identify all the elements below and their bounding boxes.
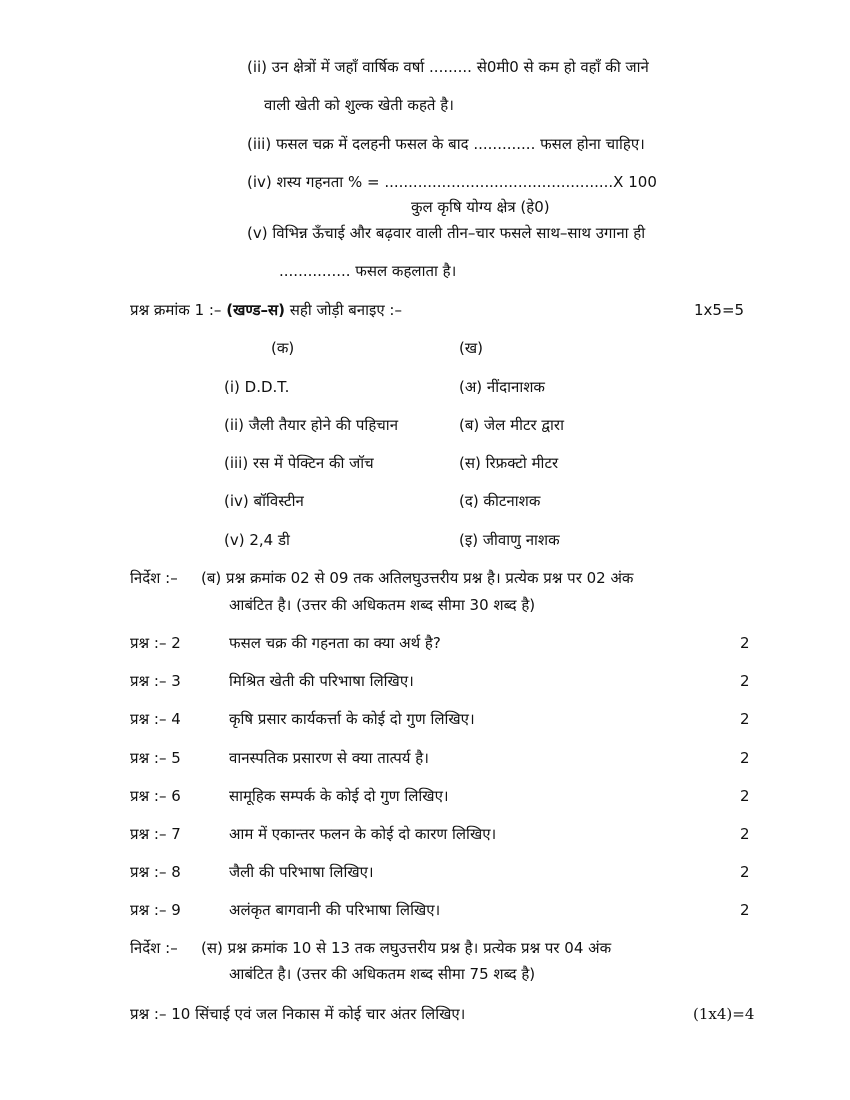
q1-section: (खण्ड–स)	[226, 301, 285, 319]
question-label: प्रश्न :– 3	[130, 672, 181, 690]
question-label: प्रश्न :– 9	[130, 901, 181, 919]
match-right-item: (द) कीटनाशक	[459, 492, 541, 510]
instruction-b-line2: आबंटित है। (उत्तर की अधिकतम शब्द सीमा 30 शब्द है)	[229, 596, 536, 614]
instruction-c-line2: आबंटित है। (उत्तर की अधिकतम शब्द सीमा 75 शब्द है)	[229, 965, 536, 983]
blank-item-iii: (iii) फसल चक्र में दलहनी फसल के बाद ............. फसल होना चाहिए।	[247, 135, 645, 153]
question-text: आम में एकान्तर फलन के कोई दो कारण लिखिए।	[229, 825, 497, 843]
question-text: फसल चक्र की गहनता का क्या अर्थ है?	[229, 634, 441, 652]
match-left-item: (i) D.D.T.	[224, 378, 290, 396]
question-text: कृषि प्रसार कार्यकर्त्ता के कोई दो गुण लिखिए।	[229, 710, 475, 728]
q1-marks: 1x5=5	[694, 301, 745, 319]
question-marks: 2	[740, 825, 750, 843]
match-left-item: (iv) बॉविस्टीन	[224, 492, 304, 510]
question-text: जैली की परिभाषा लिखिए।	[229, 863, 374, 881]
q10-text: प्रश्न :– 10 सिंचाई एवं जल निकास में कोई चार अंतर लिखिए।	[130, 1005, 466, 1023]
question-label: प्रश्न :– 4	[130, 710, 181, 728]
match-right-item: (इ) जीवाणु नाशक	[459, 531, 560, 549]
question-text: वानस्पतिक प्रसारण से क्या तात्पर्य है।	[229, 749, 429, 767]
instruction-b-line1: (ब) प्रश्न क्रमांक 02 से 09 तक अतिलघुउत्तरीय प्रश्न है। प्रत्येक प्रश्न पर 02 अंक	[201, 569, 634, 587]
question-text: अलंकृत बागवानी की परिभाषा लिखिए।	[229, 901, 441, 919]
match-col-a-header: (क)	[271, 339, 295, 357]
question-text: सामूहिक सम्पर्क के कोई दो गुण लिखिए।	[229, 787, 449, 805]
match-col-b-header: (ख)	[459, 339, 483, 357]
blank-item-iv-denominator: कुल कृषि योग्य क्षेत्र (हे0)	[411, 198, 550, 216]
question-marks: 2	[740, 710, 750, 728]
question-marks: 2	[740, 749, 750, 767]
instruction-c-line1: (स) प्रश्न क्रमांक 10 से 13 तक लघुउत्तरीय प्रश्न है। प्रत्येक प्रश्न पर 04 अंक	[201, 939, 612, 957]
question-marks: 2	[740, 863, 750, 881]
blank-item-ii-line2: वाली खेती को शुल्क खेती कहते है।	[264, 96, 454, 114]
q10-marks: (1x4)=4	[693, 1005, 755, 1023]
match-left-item: (iii) रस में पेक्टिन की जॉच	[224, 454, 374, 472]
match-right-item: (स) रिफ्रक्टो मीटर	[459, 454, 559, 472]
question-label: प्रश्न :– 6	[130, 787, 181, 805]
question-label: प्रश्न :– 7	[130, 825, 181, 843]
question-marks: 2	[740, 787, 750, 805]
instruction-b-label: निर्देश :–	[130, 569, 178, 587]
question-label: प्रश्न :– 2	[130, 634, 181, 652]
match-right-item: (ब) जेल मीटर द्वारा	[459, 416, 564, 434]
question-marks: 2	[740, 672, 750, 690]
blank-item-v-line1: (v) विभिन्न ऊँचाई और बढ़वार वाली तीन–चार फसले साथ–साथ उगाना ही	[247, 224, 646, 242]
match-right-item: (अ) नींदानाशक	[459, 378, 545, 396]
question-label: प्रश्न :– 5	[130, 749, 181, 767]
question-label: प्रश्न :– 8	[130, 863, 181, 881]
q1-text: सही जोड़ी बनाइए :–	[289, 301, 402, 319]
question-marks: 2	[740, 901, 750, 919]
question-marks: 2	[740, 634, 750, 652]
match-left-item: (ii) जैली तैयार होने की पहिचान	[224, 416, 399, 434]
blank-item-iv-line1: (iv) शस्य गहनता % = ................................................X 100	[247, 173, 657, 191]
question-text: मिश्रित खेती की परिभाषा लिखिए।	[229, 672, 414, 690]
instruction-c-label: निर्देश :–	[130, 939, 178, 957]
blank-item-ii-line1: (ii) उन क्षेत्रों में जहाँ वार्षिक वर्षा ......... से0मी0 से कम हो वहाँ की जाने	[247, 58, 649, 76]
q1-heading	[130, 300, 402, 320]
q1-prefix: प्रश्न क्रमांक 1 :–	[130, 301, 222, 319]
blank-item-v-line2: ............... फसल कहलाता है।	[279, 262, 457, 280]
match-left-item: (v) 2,4 डी	[224, 531, 290, 549]
